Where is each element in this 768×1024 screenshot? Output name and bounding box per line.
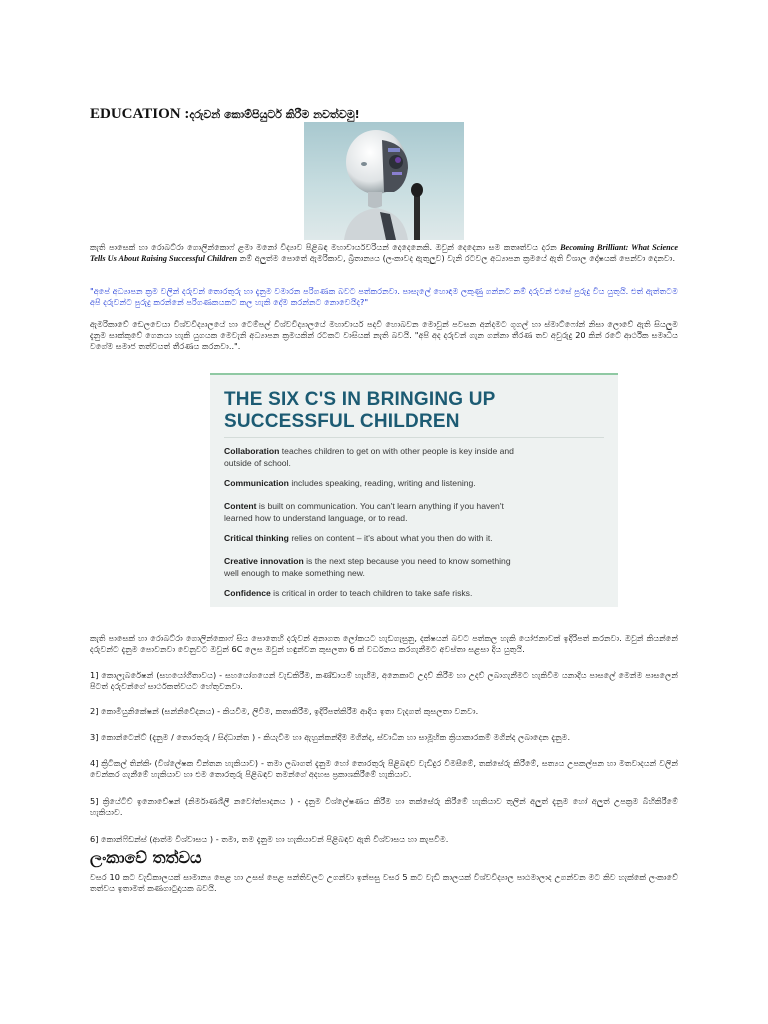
- point-creative-innovation: 5] ක්‍රියේටිව් ඉනොවේෂන් (නිර්මාණශීලී නවෝත්පාදනය ) - දැනුම විශ්ලේෂණය කිරීම හා තක්සේරු කිරීමේ හැකියාව තුලින් අලුත් දැනුම හෝ අලුත් උපක්‍රම බිහිකිරීමේ හැකියාව.: [90, 796, 678, 817]
- author-quote: "අපේ අධ්‍යාපන ක්‍රම වලින් දරුවන් තොරතුරු හා දැනුම වමාරන පරිගණක බවට පත්කරනවා. පාසැලේ හොඳම ලකුණු ගන්නට නම් දරුවන් එසේ පුරුදු විය යුතුයි. එත් ඇත්තටම අපි දරුවන්ට පුරුදු කරන්නේ පරිගණකයකට කල හැකි දේම කරන්නට නොවෙයිද?": [90, 286, 678, 307]
- six-cs-infographic: [210, 373, 618, 607]
- item-key: Content: [224, 501, 257, 511]
- intro-paragraph: [90, 242, 678, 264]
- infographic-title: [224, 389, 496, 433]
- point-collaboration: 1] කොලැබරේෂන් (සහයෝගීතාවය) - සහයෝගයෙන් වැඩකිරීම, කණ්ඩායම් හැඟීම, අනෙකාට උදව් කිරීම හා උදව් ලබාගැනීමට හැකිවීම යනාදිය පාසලේ මෙන්ම පාසලෙන් පිටත් දරුවන්ගේ සාර්ථකත්වයට හේතුවනවා.: [90, 670, 678, 691]
- title-sinhala: දරුවන් කොම්පියුටර් කිරීම නවත්වමු!: [189, 108, 360, 121]
- robot-child-image: [304, 122, 464, 240]
- infographic-item: [224, 445, 604, 469]
- point-confidence: 6] කොන්ෆිඩන්ස් (ආත්ම විශ්වාසය ) - තමා, තම දැනුම හා හැකියාවන් පිළිබඳව ඇති විශ්වාසය හා කැපවීම.: [90, 834, 449, 844]
- infographic-title-line-2: SUCCESSFUL CHILDREN: [224, 411, 460, 432]
- item-text-cont: well enough to make something new.: [224, 568, 365, 578]
- item-text: includes speaking, reading, writing and listening.: [288, 478, 476, 488]
- item-text: is the next step because you need to know something: [303, 556, 511, 566]
- divider: [224, 437, 604, 438]
- item-text: is built on communication. You can't learn anything if you haven't: [256, 501, 504, 511]
- intro-text-b: නම් අලුත්ම පොතේ ඇමරිකාව, බ්‍රිතාන්‍යය (ලංකාවද ඇතුලුව) වැනි රටවල අධ්‍යාපන ක්‍රමයේ ඇති විශාල දෝෂයක් පෙන්වා දෙනවා.: [237, 253, 676, 263]
- infographic-item: [224, 532, 604, 544]
- infographic-item: [224, 500, 604, 524]
- point-communication: 2] කොමියුනිකේෂන් (සන්නිවේදනය) - කියවීම, ලිවීම, කතාකිරීම, ඉදිරිපත්කිරීම ආදිය ඉතා වැදගත් කුසලතා වනවා.: [90, 706, 479, 716]
- six-cs-intro-paragraph: කැති පාසෙක් හා රොබට්රා ගොලින්කොෆ් සිය පොතෙහි දරුවන් අනාගත ලෝකයට හැඩගැසුනු, දක්ෂයන් බවට පත්කල හැකි යෝජනාවක් ඉදිරිපත් කරනවා. ඔවුන් කියන්නේ දරුවන්ට දැනුම පොවනවා වෙනුවට ඔවුන් 6C ලෙස ඔවුන් හඳුන්වන කුසලතා 6 ක් වර්ධනය කරගැනීමට අවස්තා සළසා දිය යුතුයි.: [90, 633, 678, 654]
- title-prefix: EDUCATION :: [90, 106, 190, 122]
- item-key: Confidence: [224, 588, 271, 598]
- article-title: [90, 106, 360, 123]
- context-paragraph: ඇමරිකාවේ ඩෙලවෙයා විශ්වවිද්‍යාලයේ හා ටෙම්පල් විශ්වවිද්‍යාලයේ මහාචාර්ය පදවි හොබවන මොවුන් පවසන අන්දමට ගූගල් හා ස්මාට්ෆෝන් නිසා ලොවේ ඇති සියලුම දැනුම සාක්කුවේ ගෙනයා හැකි යුගයක මෙවැනි අධ්‍යාපන ක්‍රමයකින් රටකට වාසියක් නැති බවයි. "අපි අද දරුවන් ගැන ගන්නා තීරණ තව අවුරුදු 20 කින් රටේ ආර්ථික සමෘධිය වගේම සමාජ තත්වයත් තීරණය කරනවා..".: [90, 319, 678, 351]
- section-heading: ලංකාවේ තත්වය: [90, 848, 202, 867]
- item-text: relies on content – it's about what you then do with it.: [288, 533, 493, 543]
- item-key: Communication: [224, 478, 289, 488]
- intro-text-a: කැති පාසෙක් හා රොබට්රා ගොලින්කොෆ් ළමා මනෝ විද්‍යාව පිළිබඳ මහාචාර්යවරියන් දෙදෙනෙකි. ඔවුන් දෙදෙනා සම කතෘත්වය දරන: [90, 242, 561, 252]
- book-title: Becoming Brilliant: What Science Tells Us About Raising Successful Children: [90, 243, 679, 263]
- item-text-cont: outside of school.: [224, 458, 291, 468]
- infographic-item: [224, 555, 604, 579]
- item-key: Critical thinking: [224, 533, 289, 543]
- item-key: Creative innovation: [224, 556, 304, 566]
- item-text: teaches children to get on with other people is key inside and: [279, 446, 514, 456]
- point-critical-thinking: 4] ක්‍රිටිකල් තින්කිං (විශ්ලේෂක චින්තන හැකියාව) - තමා ලබාගත් දැනුම හෝ තොරතුරු පිළිබඳව වැඩිදුර විමසීමේ, තක්සේරු කිරීමේ, සත්‍යය උපකල්පන හා මතවාදයන් වලින් වෙන්කර ගැනීමේ හැකියාව හා එම තොරතුරු පිළිබඳව තමන්ගේ අදහස ප්‍රකාශකිරීමේ හැකියාව.: [90, 758, 678, 779]
- item-text: is critical in order to teach children to take safe risks.: [270, 588, 473, 598]
- infographic-title-line-1: THE SIX C'S IN BRINGING UP: [224, 389, 496, 410]
- point-content: 3] කොන්ටෙන්ට් (දැනුම / තොරතුරු / සිද්ධාන්ත ) - කියැවීම හා ඇහුන්කන්දීම මගින්ද, ස්වාධීන හා සාමූහික ක්‍රියාකාරකම් මගින්ද ලබාදෙන දැනුම.: [90, 732, 571, 742]
- infographic-item: [224, 587, 604, 599]
- sri-lanka-paragraph: වසර 10 කට වැඩිකාලයක් සාමාන්‍ය පෙළ හා උසස් පෙළ පන්තිවලට උගන්වා ඉන්පසු වසර 5 කට වැඩි කාලයක් විශ්වවිද්‍යාල පාඨමාලාද උගන්වන මට කිව හැක්කේ ලංකාවේ තත්වය ඉතාමත් කණගාටුදායක බවයි.: [90, 872, 678, 893]
- infographic-item: [224, 477, 604, 489]
- item-key: Collaboration: [224, 446, 280, 456]
- robot-illustration: [304, 122, 464, 240]
- item-text-cont: learned how to understand language, or to read.: [224, 513, 408, 523]
